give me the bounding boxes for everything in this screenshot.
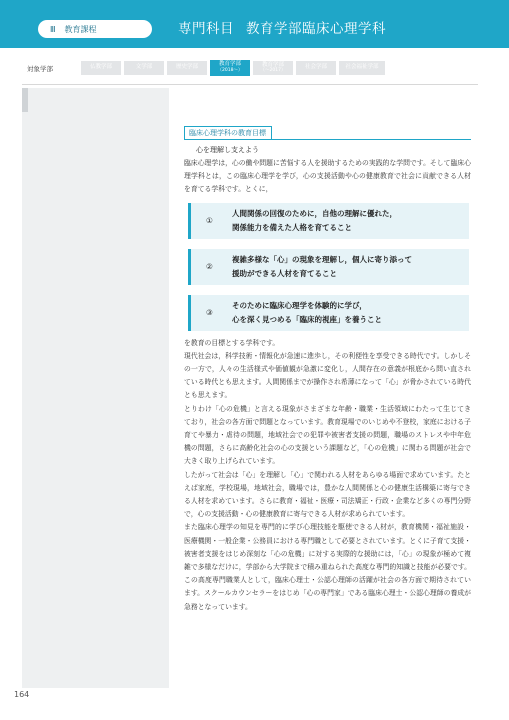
- goal-text-line: そのために臨床心理学を体験的に学び，: [232, 300, 367, 310]
- chapter-pill: [38, 20, 152, 38]
- intro-paragraph: 臨床心理学は，心の働や問題に苦悩する人を援助するための実践的な学問です。そして臨床心理学科とは，この臨床心理学を学び，心の支援活動や心の健康教育で社会に貢献できる人材を育てる学科です。とくに，: [184, 159, 471, 194]
- goal-text-line: 複雑多様な「心」の現象を理解し，個人に寄り添って: [232, 254, 412, 264]
- page-title: [178, 17, 386, 37]
- goal-text: [232, 207, 397, 235]
- faculty-tab-row: [22, 58, 388, 78]
- tab-text: 文学部: [135, 64, 153, 71]
- tab-history[interactable]: [167, 61, 207, 75]
- tab-education-2018[interactable]: [210, 60, 250, 76]
- goal-item: [188, 249, 469, 285]
- tab-text: 教育学部: [218, 61, 241, 67]
- page-number: 164: [14, 690, 30, 699]
- chapter-header: [0, 0, 509, 48]
- tab-subtext: （2018〜）: [217, 67, 243, 73]
- body-paragraph: 現代社会は，科学技術・情報化が急速に進歩し，その利便性を享受できる時代です。しかしその一方で，人々の生活様式や価値観が急激に変化し，人間存在の意義が根底から問い直されている時代とも思えます。人間関係までが操作され希薄になって「心」が脅かされている時代とも思えます。: [184, 351, 471, 400]
- goal-item: [188, 295, 469, 331]
- body-paragraph: とりわけ「心の危機」と言える現象がさまざまな年齢・職業・生活領域にわたって生じてきており，社会の各方面で問題となっています。教育現場でのいじめや不登校，家庭における子育てや暴力・虐待の問題，地域社会での犯罪や被害者支援の問題，職場のストレスや中年危機の問題，さらに高齢化社会の心の支援という課題など，「心の危機」に関わる問題が社会で大きく取り上げられています。: [184, 404, 471, 466]
- body-paragraph: したがって社会は「心」を理解し「心」で関われる人材をあらゆる場面で求めています。たとえば家庭，学校現場，地域社会，職場では，豊かな人間関係と心の健康生活構築に寄与できる人材を求めています。さらに教育・福祉・医療・司法矯正・行政・企業など多くの専門分野で，心の支援活動・心の健康教育に寄与できる人材が求められています。: [184, 470, 471, 519]
- main-content: [184, 120, 471, 614]
- goal-number: ①: [206, 216, 213, 226]
- faculty-tab-label: 対象学部: [27, 64, 53, 73]
- body-paragraph: を教育の目標とする学科です。: [184, 338, 280, 347]
- tab-text: 社会福祉学部: [345, 64, 379, 71]
- tab-education-2017[interactable]: [253, 61, 293, 75]
- page-title-main: 専門科目: [178, 21, 234, 37]
- chapter-number: Ⅲ: [50, 24, 57, 34]
- goal-accent-bar: [188, 249, 191, 285]
- tab-letters[interactable]: [124, 61, 164, 75]
- goal-text-line: 援助ができる人材を育てること: [232, 268, 337, 278]
- goal-number: ③: [206, 308, 213, 318]
- goal-text-line: 心を深く見つめる「臨床的視座」を養うこと: [232, 314, 382, 324]
- header-divider: [22, 84, 478, 85]
- tab-text: 歴史学部: [175, 64, 198, 71]
- goal-item: [188, 203, 469, 239]
- tab-text: 社会学部: [304, 64, 327, 71]
- tab-text: 教育学部: [261, 61, 284, 68]
- page-title-sub: 教育学部臨床心理学科: [246, 21, 386, 37]
- goal-text: [232, 253, 412, 281]
- goal-number: ②: [206, 262, 213, 272]
- goal-text-line: 関係能力を備えた人格を育てること: [232, 222, 352, 232]
- chapter-label: 教育課程: [64, 24, 97, 34]
- tab-buddhism[interactable]: [81, 61, 121, 75]
- goal-text: [232, 299, 382, 327]
- tab-sociology[interactable]: [296, 61, 336, 75]
- goal-accent-bar: [188, 295, 191, 331]
- body-paragraph: また臨床心理学の知見を専門的に学び心理技能を駆使できる人材が，教育機関・福祉施設・医療機関・一般企業・公務員における専門職として必要とされています。とくに子育て支援・被害者支援をはじめ深刻な「心の危機」に対する実際的な援助には，「心」の現象が極めて複雑で多様なだけに，学部から大学院まで積み重ねられた高度な専門的知識と技能が必要です。この高度専門職業人として，臨床心理士・公認心理師の活躍が社会の各方面で期待されています。スクールカウンセラーをはじめ「心の専門家」である臨床心理士・公認心理師の養成が急務となっています。: [184, 523, 471, 611]
- goal-text-line: 人間関係の回復のために，自他の理解に優れた，: [232, 208, 397, 218]
- sidebar-marker: [22, 88, 28, 112]
- tab-text: 仏教学部: [89, 64, 112, 71]
- tab-social-welfare[interactable]: [339, 61, 385, 75]
- section-heading: 臨床心理学科の教育目標: [184, 126, 272, 140]
- subheading: 心を理解し支えよう: [196, 146, 259, 154]
- left-sidebar: [22, 88, 169, 688]
- tab-subtext: （〜2017）: [260, 68, 286, 73]
- goal-accent-bar: [188, 203, 191, 239]
